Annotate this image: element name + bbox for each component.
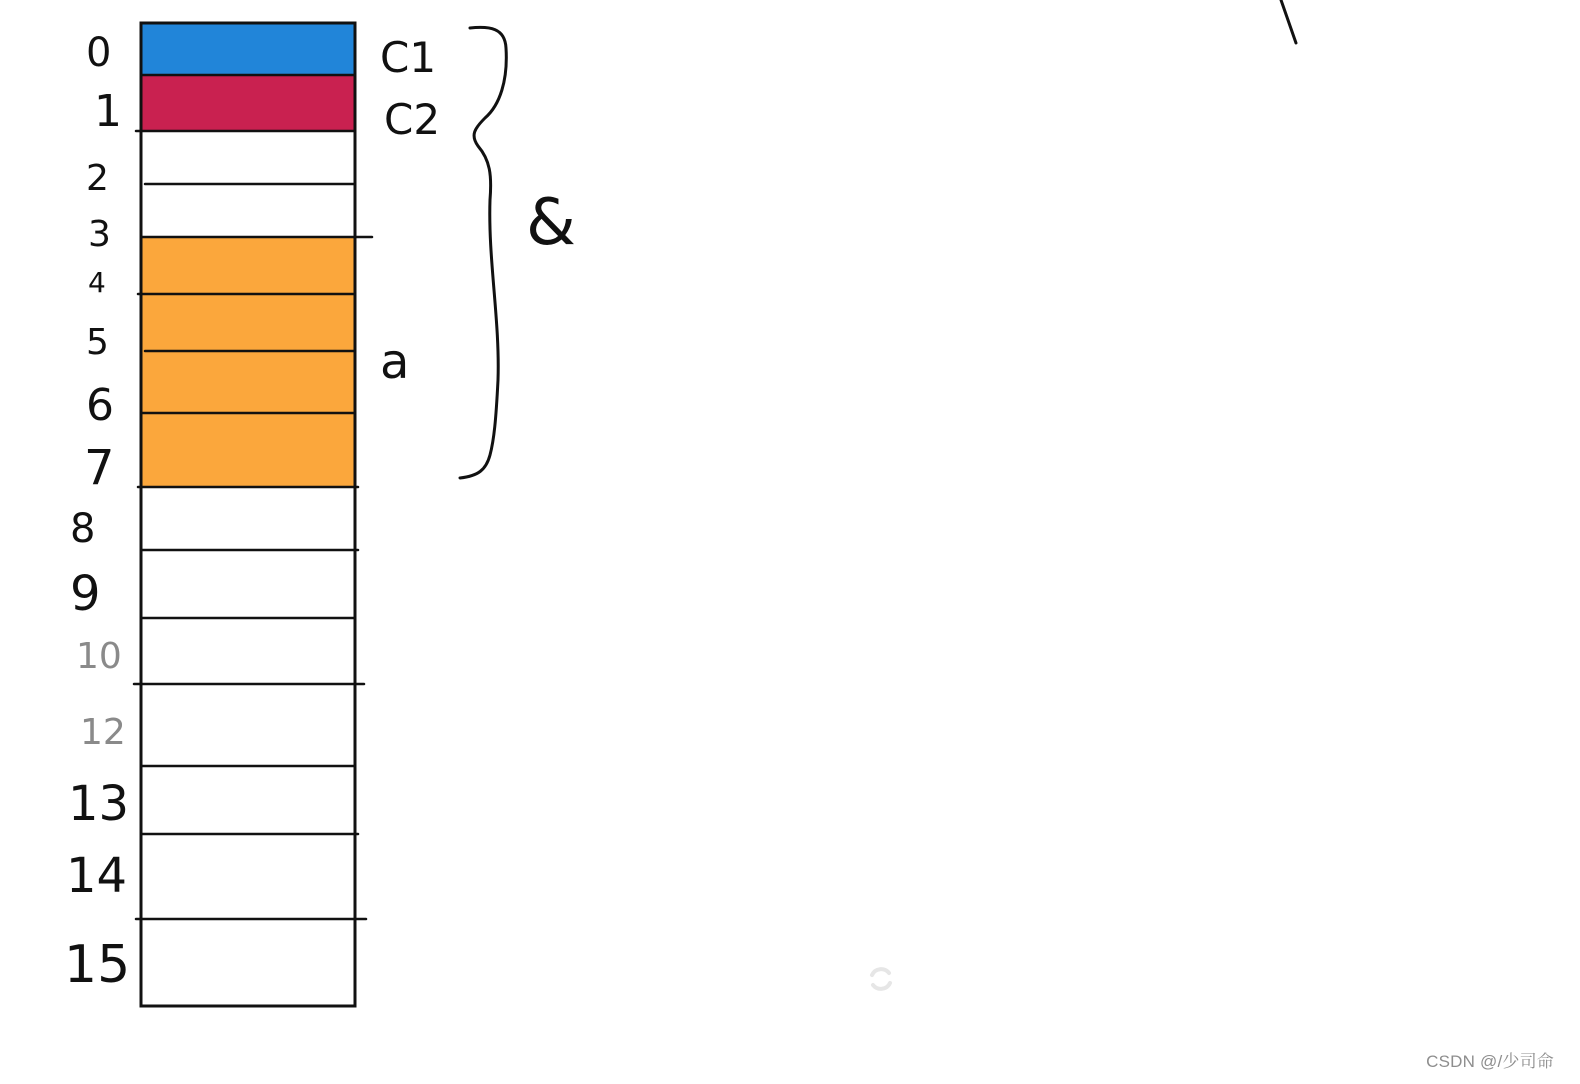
index-label: 14	[66, 848, 128, 904]
index-labels	[64, 30, 130, 995]
row-dividers	[134, 75, 372, 919]
index-label: 15	[64, 935, 131, 995]
index-label: 0	[86, 30, 112, 76]
cell-c1-fill	[141, 23, 355, 75]
loading-spinner-icon	[872, 969, 890, 989]
index-label: 7	[84, 440, 115, 496]
index-label: 12	[80, 712, 126, 753]
cell-c2-fill	[141, 75, 355, 131]
index-label: 5	[86, 322, 109, 363]
cell-a-fill	[141, 237, 355, 487]
struct-label: &	[526, 186, 576, 260]
pen-stroke	[1281, 0, 1296, 43]
index-label: 9	[70, 566, 101, 622]
struct-brace	[460, 27, 506, 478]
variable-label-a: a	[380, 334, 410, 390]
index-label: 3	[88, 214, 111, 255]
watermark: CSDN @/少司命	[1426, 1052, 1554, 1071]
variable-label-c1: C1	[380, 33, 437, 82]
variable-label-c2: C2	[384, 95, 441, 144]
index-label: 1	[94, 86, 122, 137]
index-label: 4	[88, 266, 106, 299]
memory-column-border	[141, 23, 355, 1006]
index-label: 6	[86, 380, 114, 431]
index-label: 8	[70, 506, 96, 552]
index-label: 10	[76, 636, 122, 677]
index-label: 2	[86, 158, 109, 199]
index-label: 13	[68, 776, 130, 832]
